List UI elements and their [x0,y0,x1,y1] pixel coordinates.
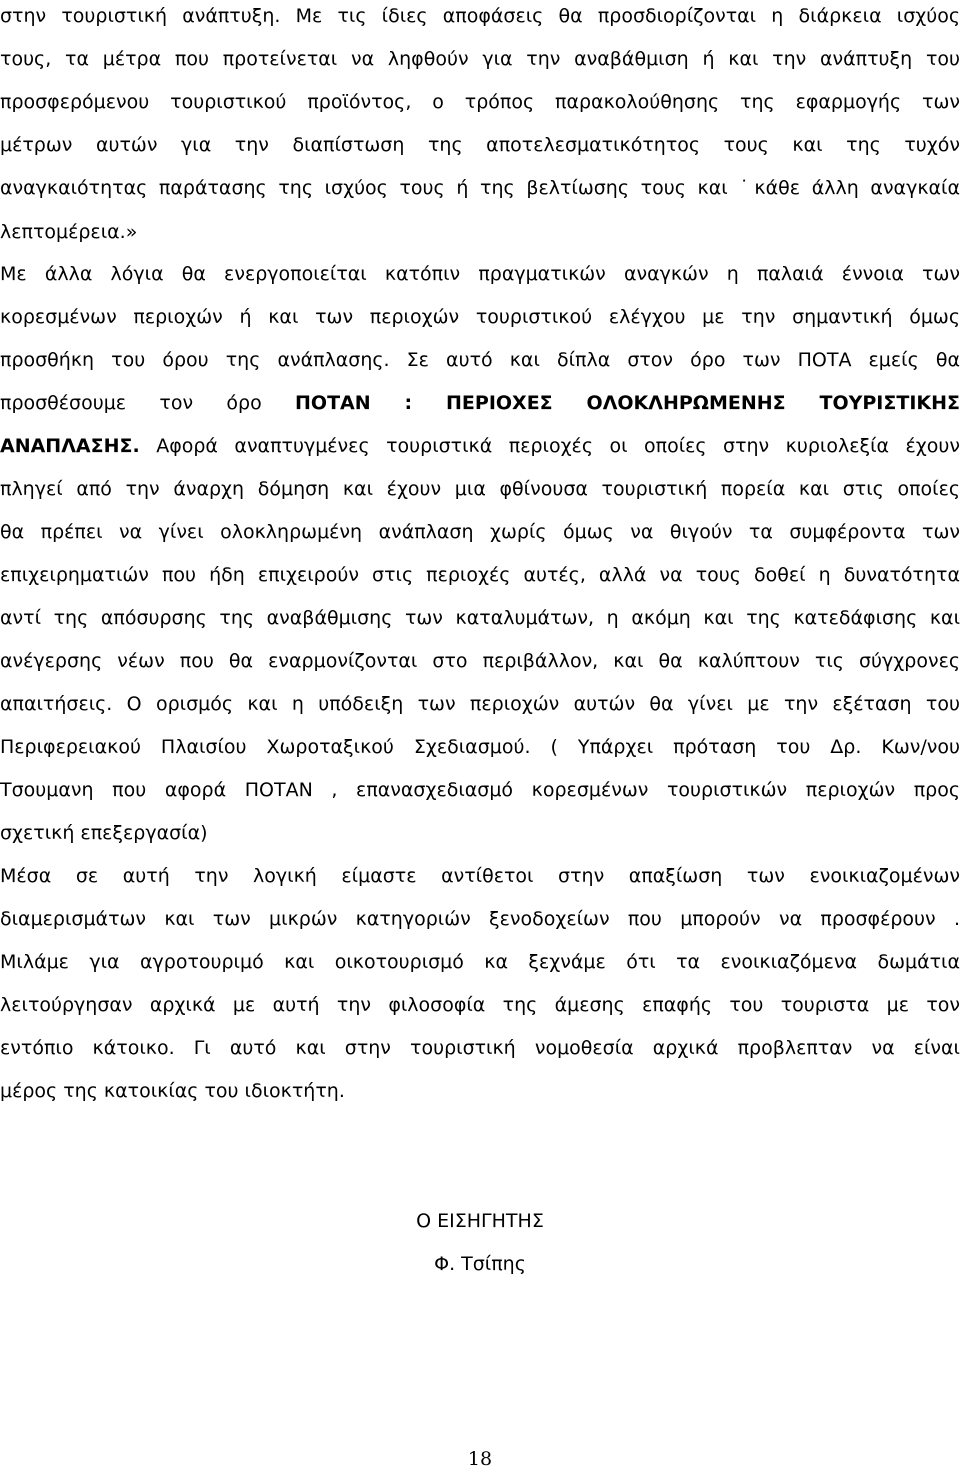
text-line: Μιλάμε για αγροτουριμό και οικοτουρισμό κα ξεχνάμε ότι τα ενοικιαζόμενα δωμάτια [0,951,960,973]
text-line: τους, τα μέτρα που προτείνεται να ληφθούν για την αναβάθμιση ή και την ανάπτυξη του [0,48,960,70]
text-line: επιχειρηματιών που ήδη επιχειρούν στις περιοχές αυτές, αλλά να τους δοθεί η δυνατότητα [0,564,960,586]
text-segment: προσθέσουμε τον όρο [0,392,296,414]
text-line: αντί της απόσυρσης της αναβάθμισης των καταλυμάτων, η ακόμη και της κατεδάφισης και [0,607,960,629]
text-line: στην τουριστική ανάπτυξη. Με τις ίδιες αποφάσεις θα προσδιορίζονται η διάρκεια ισχύος [0,5,960,27]
text-line: προσφερόμενου τουριστικού προϊόντος, ο τρόπος παρακολούθησης της εφαρμογής των [0,91,960,113]
text-line: λεπτομέρεια.» [0,221,138,243]
text-line: θα πρέπει να γίνει ολοκληρωμένη ανάπλαση χωρίς όμως να θιγούν τα συμφέροντα των [0,521,960,543]
text-line: Περιφερειακού Πλαισίου Χωροταξικού Σχεδιασμού. ( Υπάρχει πρόταση του Δρ. Κων/νου [0,736,960,758]
bold-term: ΠΟΤΑΝ : ΠΕΡΙΟΧΕΣ ΟΛΟΚΛΗΡΩΜΕΝΗΣ ΤΟΥΡΙΣΤΙΚΗΣ [295,392,960,414]
text-line: κορεσμένων περιοχών ή και των περιοχών τουριστικού ελέγχου με την σημαντική όμως [0,306,960,328]
bold-term-continuation: ΑΝΑΠΛΑΣΗΣ. [0,435,140,457]
text-segment: Αφορά αναπτυγμένες τουριστικά περιοχές οι οποίες στην κυριολεξία έχουν [139,435,960,457]
text-line: μέτρων αυτών για την διαπίστωση της αποτελεσματικότητος τους και της τυχόν [0,134,960,156]
text-line: εντόπιο κάτοικο. Γι αυτό και στην τουριστική νομοθεσία αρχικά προβλεπταν να είναι [0,1037,960,1059]
text-line: διαμερισμάτων και των μικρών κατηγοριών ξενοδοχείων που μπορούν να προσφέρουν . [0,908,960,930]
text-line: Με άλλα λόγια θα ενεργοποιείται κατόπιν πραγματικών αναγκών η παλαιά έννοια των [0,263,960,285]
text-line-with-bold-term [0,391,960,415]
text-line: ανέγερσης νέων που θα εναρμονίζονται στο περιβάλλον, και θα καλύπτουν τις σύγχρονες [0,650,960,672]
text-line: λειτούργησαν αρχικά με αυτή την φιλοσοφία της άμεσης επαφής του τουριστα με τον [0,994,960,1016]
text-line: πληγεί από την άναρχη δόμηση και έχουν μια φθίνουσα τουριστική πορεία και στις οποίες [0,478,960,500]
page-number: 18 [467,1448,493,1470]
text-line: προσθήκη του όρου της ανάπλασης. Σε αυτό και δίπλα στον όρο των ΠΟΤΑ εμείς θα [0,349,960,371]
signature-role: Ο ΕΙΣΗΓΗΤΗΣ [416,1210,544,1232]
text-line-with-bold-start [0,434,960,458]
text-line: Μέσα σε αυτή την λογική είμαστε αντίθετοι στην απαξίωση των ενοικιαζομένων [0,865,960,887]
text-line: απαιτήσεις. Ο ορισμός και η υπόδειξη των περιοχών αυτών θα γίνει με την εξέταση του [0,693,960,715]
signature-name: Φ. Τσίπης [434,1253,526,1275]
text-line: αναγκαιότητας παράτασης της ισχύος τους ή της βελτίωσης τους και ˙κάθε άλλη αναγκαία [0,177,960,199]
text-line: Τσουμανη που αφορά ΠΟΤΑΝ , επανασχεδιασμό κορεσμένων τουριστικών περιοχών προς [0,779,960,801]
text-line: σχετική επεξεργασία) [0,822,208,844]
text-line: μέρος της κατοικίας του ιδιοκτήτη. [0,1080,345,1102]
